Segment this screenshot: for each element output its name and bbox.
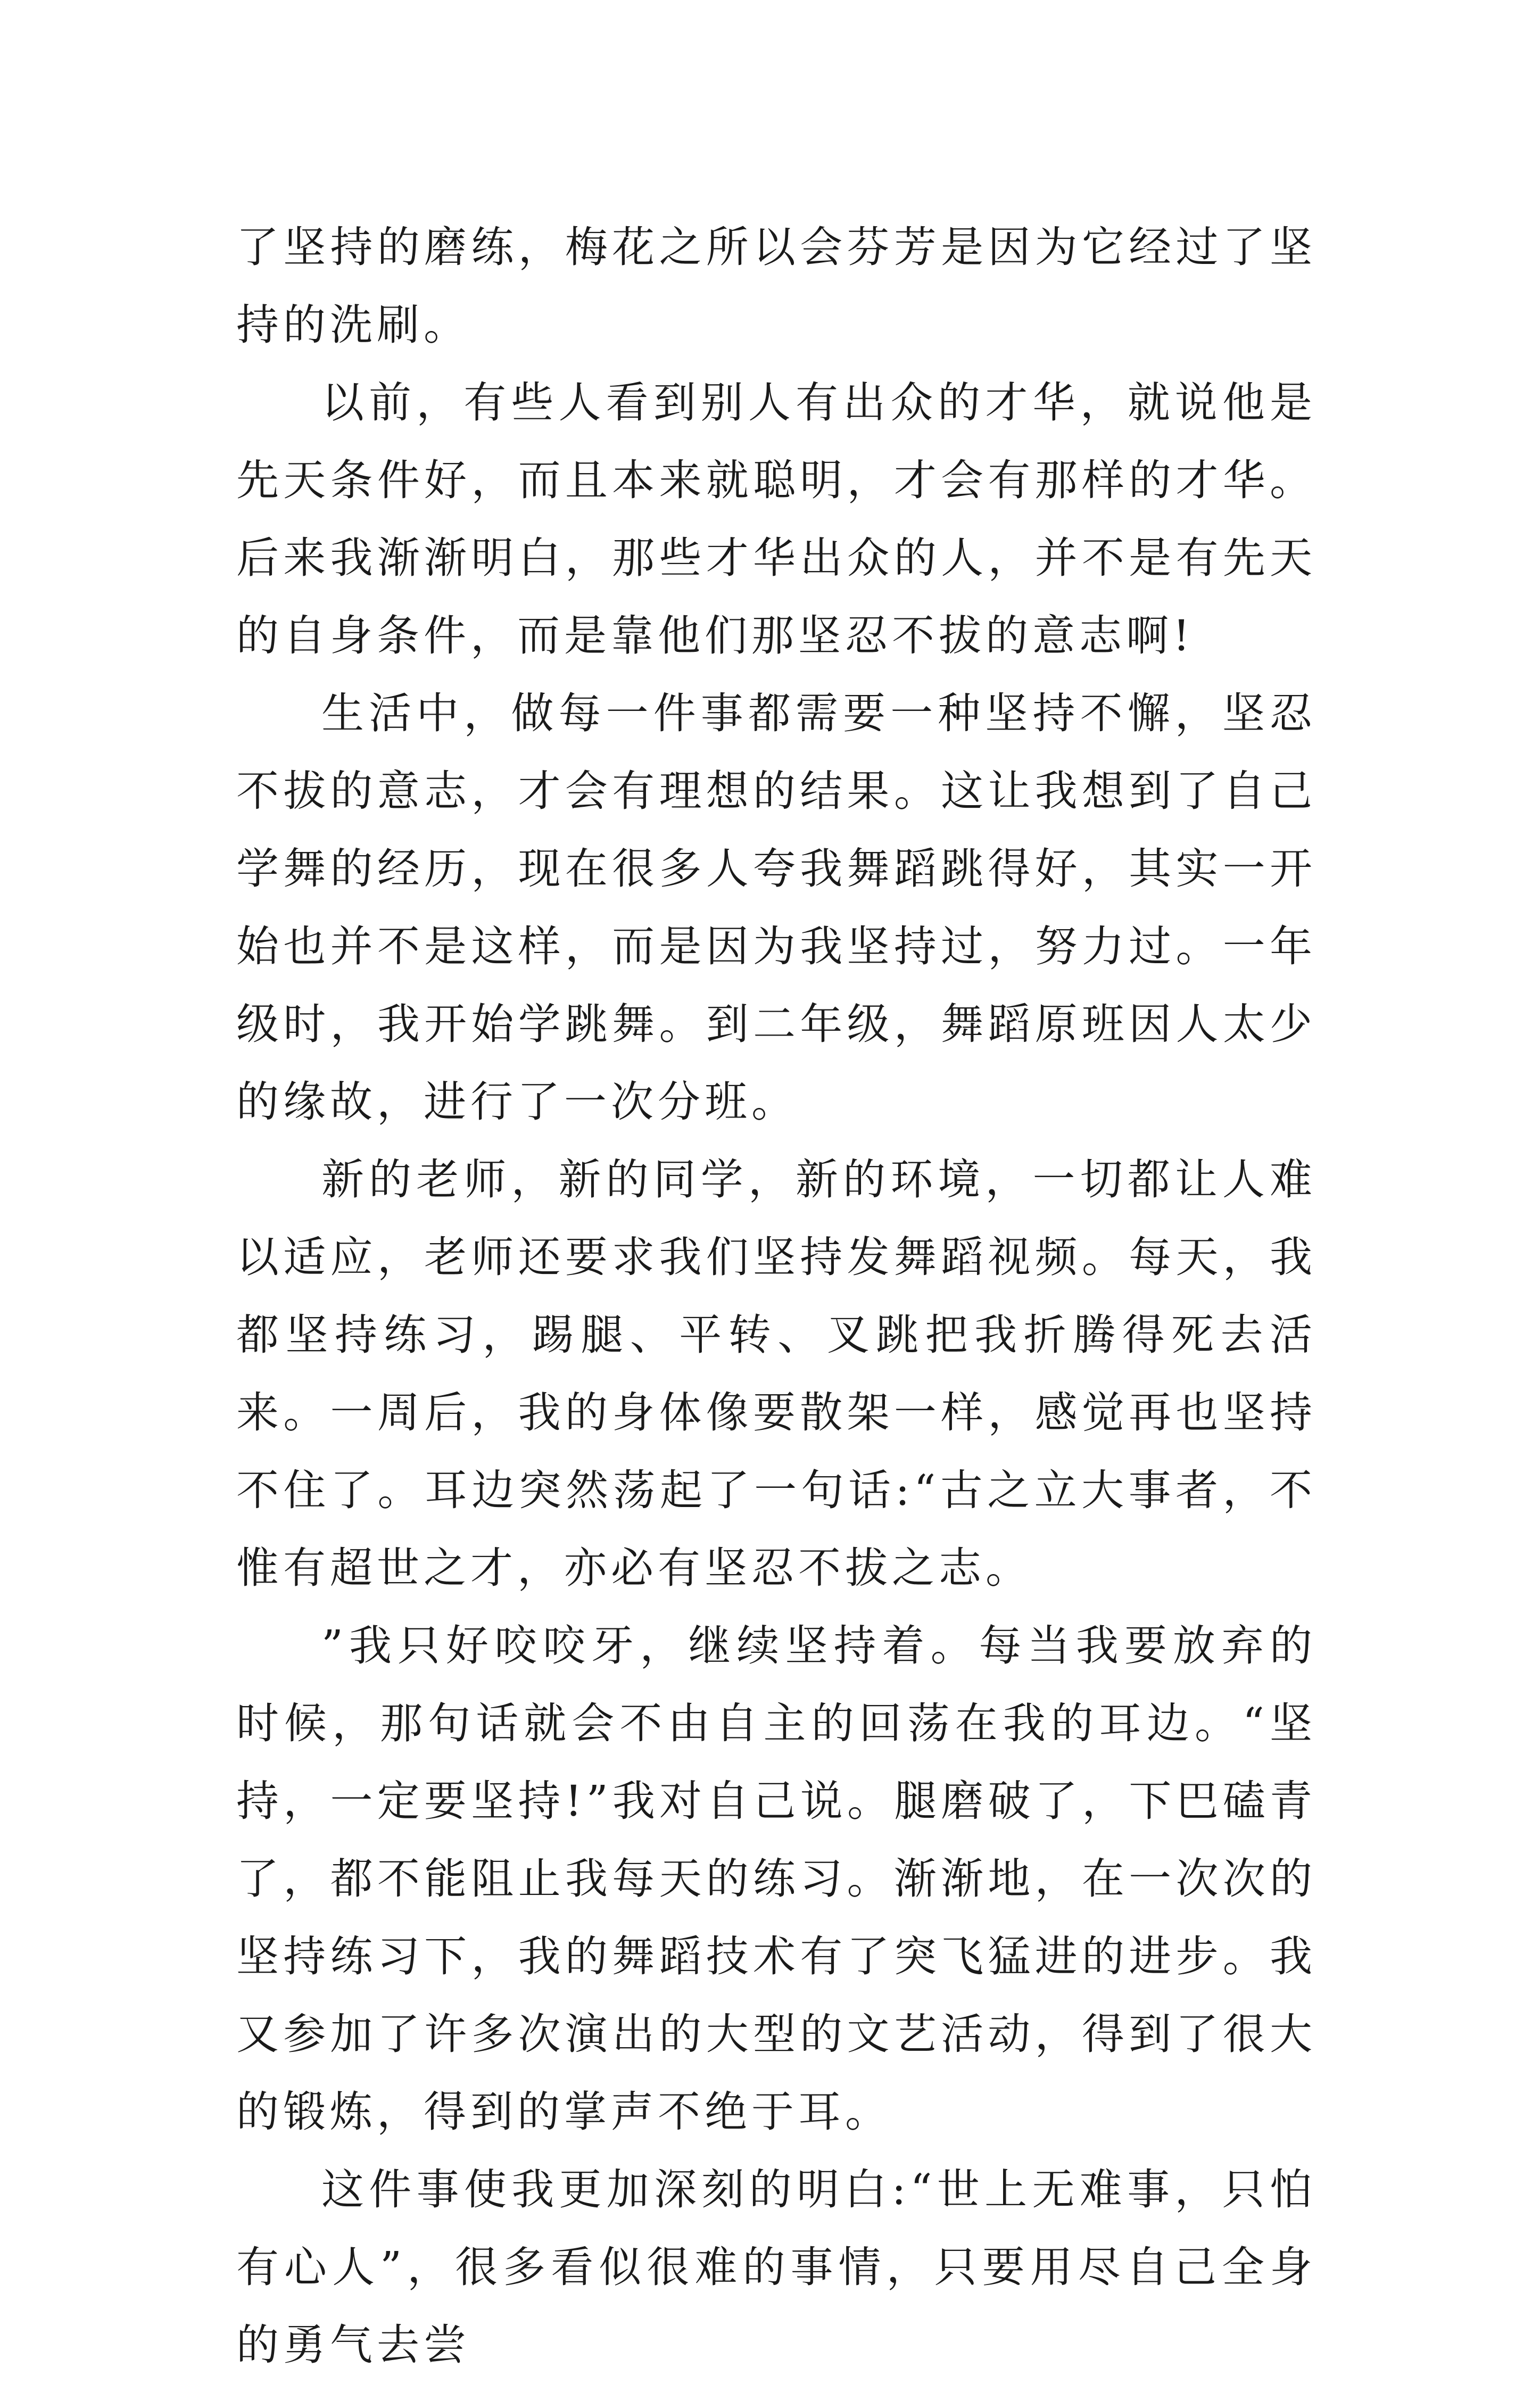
paragraph-6: 这件事使我更加深刻的明白:“世上无难事，只怕有心人”，很多看似很难的事情，只要用尽自己全身的勇气去尝 xyxy=(236,2165,1317,2370)
document-body xyxy=(236,209,1317,2384)
paragraph-2: 以前，有些人看到别人有出众的才华，就说他是先天条件好，而且本来就聪明，才会有那样的才华。后来我渐渐明白，那些才华出众的人，并不是有先天的自身条件，而是靠他们那坚忍不拔的意志啊! xyxy=(236,378,1317,660)
paragraph-1: 了坚持的磨练，梅花之所以会芬芳是因为它经过了坚持的洗刷。 xyxy=(236,222,1317,350)
paragraph-3: 生活中，做每一件事都需要一种坚持不懈，坚忍不拔的意志，才会有理想的结果。这让我想到了自己学舞的经历，现在很多人夸我舞蹈跳得好，其实一开始也并不是这样，而是因为我坚持过，努力过。一年级时，我开始学跳舞。到二年级，舞蹈原班因人太少的缘故，进行了一次分班。 xyxy=(236,689,1317,1127)
paragraph-4: 新的老师，新的同学，新的环境，一切都让人难以适应，老师还要求我们坚持发舞蹈视频。每天，我都坚持练习，踢腿、平转、叉跳把我折腾得死去活来。一周后，我的身体像要散架一样，感觉再也坚持不住了。耳边突然荡起了一句话:“古之立大事者，不惟有超世之才，亦必有坚忍不拔之志。 xyxy=(236,1155,1317,1593)
paragraph-5: ”我只好咬咬牙，继续坚持着。每当我要放弃的时候，那句话就会不由自主的回荡在我的耳边。“坚持，一定要坚持!”我对自己说。腿磨破了，下巴磕青了，都不能阻止我每天的练习。渐渐地，在一次次的坚持练习下，我的舞蹈技术有了突飞猛进的进步。我又参加了许多次演出的大型的文艺活动，得到了很大的锻炼，得到的掌声不绝于耳。 xyxy=(236,1621,1317,2137)
